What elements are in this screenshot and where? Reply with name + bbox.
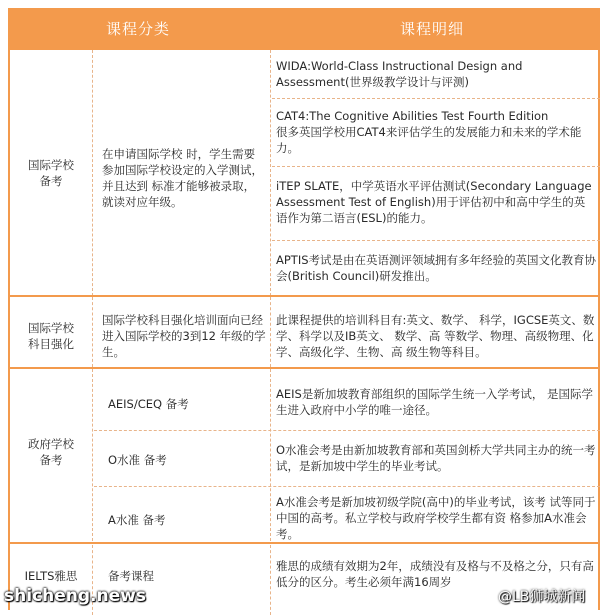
watermark-brand: @LB狮城新闻 <box>498 589 586 605</box>
col-divider <box>270 50 271 296</box>
col-divider <box>92 50 93 296</box>
table-header <box>8 8 600 50</box>
col-divider <box>92 297 93 367</box>
ielts-detail: 雅思的成绩有效期为2年，成绩没有及格与不及格之分，只有高低分的区分。考生必须年满16周岁 <box>276 559 594 589</box>
col-divider <box>270 297 271 367</box>
detail-aptis: APTIS考试是由在英语测评领域拥有多年经验的英国文化教育协会(British Council)研发推出。 <box>276 253 597 283</box>
exam-o-level: O水准 备考 <box>108 453 167 467</box>
row-divider <box>94 486 600 487</box>
category-ielts: IELTS雅思 <box>24 569 78 583</box>
category-intl-subject: 国际学校 科目强化 <box>28 321 74 351</box>
category-intl-prep: 国际学校 备考 <box>28 158 74 188</box>
intl-subject-description: 国际学校科目强化培训面向已经进入国际学校的3到12 年级的学生。 <box>102 313 266 359</box>
watermark-site: shicheng.news <box>4 586 146 606</box>
detail-a-level: A水准会考是新加坡初级学院(高中)的毕业考试，该考 试等同于中国的高考。私立学校与政府学校学生都有资 格参加A水准会考。 <box>276 495 596 541</box>
detail-aeis: AEIS是新加坡教育部组织的国际学生统一入学考试， 是国际学生进入政府中小学的唯一途径。 <box>276 387 593 417</box>
exam-aeis: AEIS/CEQ 备考 <box>108 397 189 411</box>
course-table <box>8 50 600 610</box>
ielts-course: 备考课程 <box>108 569 154 583</box>
row-divider <box>272 98 600 99</box>
detail-wida: WIDA:World-Class Instructional Design and Assessment(世界级教学设计与评测) <box>276 59 523 89</box>
detail-cat4: CAT4:The Cognitive Abilities Test Fourth Edition 很多英国学校用CAT4来评估学生的发展能力和未来的学术能力。 <box>276 109 582 155</box>
section-divider <box>10 542 600 544</box>
col-divider <box>270 545 271 615</box>
col-divider <box>270 369 271 541</box>
category-gov: 政府学校 备考 <box>28 437 74 467</box>
section-divider <box>10 295 600 297</box>
intl-subject-detail: 此课程提供的培训科目有:英文、数学、 科学，IGCSE英文、数学、科学以及IB英文、 数学、高 等数学、物理、高级物理、化学、高级化学、生物、高 级生物等科目。 <box>276 313 595 359</box>
section-divider <box>10 367 600 369</box>
detail-o-level: O水准会考是由新加坡教育部和英国剑桥大学共同主办的统一考试，是新加坡中学生的毕业考试。 <box>276 443 596 473</box>
row-divider <box>272 166 600 167</box>
detail-itep: iTEP SLATE，中学英语水平评估测试(Secondary Language Assessment Test of English)用于评估初中和高中学生的英语作为第二语言(ESL)的能力。 <box>276 179 592 225</box>
intl-prep-description: 在申请国际学校 时，学生需要参加国际学校设定的入学测试，并且达到 标准才能够被录取，就读对应年级。 <box>102 147 263 209</box>
header-details: 课程明细 <box>400 20 465 38</box>
header-category: 课程分类 <box>106 20 171 38</box>
row-divider <box>94 430 600 431</box>
col-divider <box>92 369 93 541</box>
row-divider <box>272 240 600 241</box>
exam-a-level: A水准 备考 <box>108 513 166 527</box>
